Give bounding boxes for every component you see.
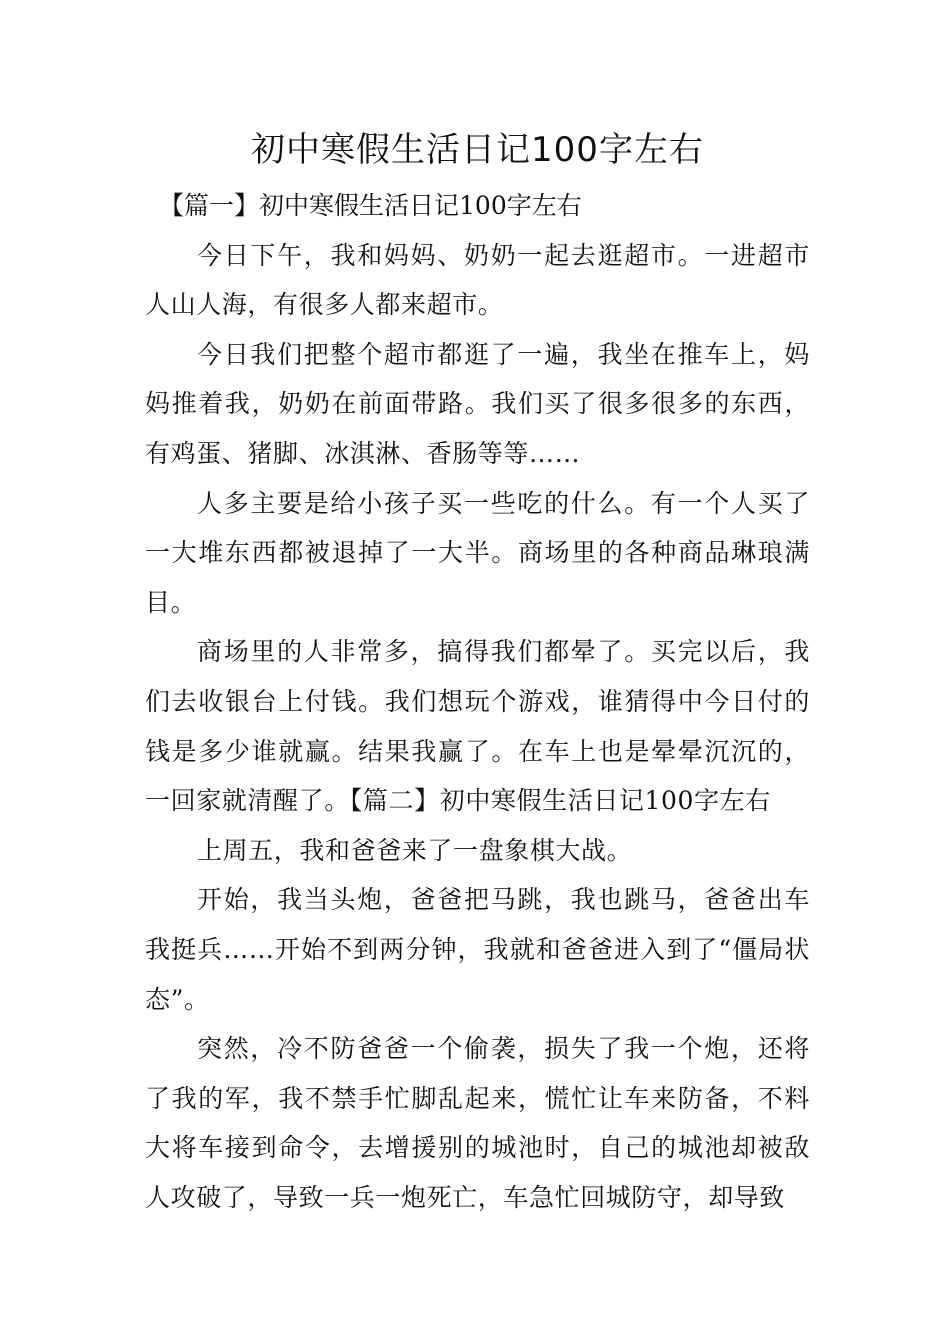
paragraph: 今日我们把整个超市都逛了一遍，我坐在推车上，妈妈推着我，奶奶在前面带路。我们买了很多很多的东西，有鸡蛋、猪脚、冰淇淋、香肠等等…… xyxy=(145,339,810,468)
section-heading-1: 【篇一】初中寒假生活日记100字左右 xyxy=(159,191,582,220)
document-title: 初中寒假生活日记100字左右 xyxy=(251,130,704,170)
paragraph: 人多主要是给小孩子买一些吃的什么。有一个人买了一大堆东西都被退掉了一大半。商场里的各种商品琳琅满目。 xyxy=(145,488,810,617)
section-heading-2: 【篇二】初中寒假生活日记100字左右 xyxy=(349,786,771,816)
document-page xyxy=(145,125,810,1222)
paragraph: 今日下午，我和妈妈、奶奶一起去逛超市。一进超市人山人海，有很多人都来超市。 xyxy=(145,240,810,320)
paragraph-with-inline-heading xyxy=(145,627,810,825)
paragraph: 上周五，我和爸爸来了一盘象棋大战。 xyxy=(197,835,633,865)
paragraph: 开始，我当头炮，爸爸把马跳，我也跳马，爸爸出车我挺兵……开始不到两分钟，我就和爸爸进入到了“僵局状态”。 xyxy=(145,885,810,1014)
paragraph-text: 商场里的人非常多，搞得我们都晕了。买完以后，我们去收银台上付钱。我们想玩个游戏，谁猜得中今日付的钱是多少谁就赢。结果我赢了。在车上也是晕晕沉沉的，一回家就清醒了。 xyxy=(145,637,810,816)
paragraph: 突然，冷不防爸爸一个偷袭，损失了我一个炮，还将了我的军，我不禁手忙脚乱起来，慌忙让车来防备，不料大将车接到命令，去增援别的城池时，自己的城池却被敌人攻破了，导致一兵一炮死亡，车急忙回城防守，却导致 xyxy=(145,1034,810,1212)
